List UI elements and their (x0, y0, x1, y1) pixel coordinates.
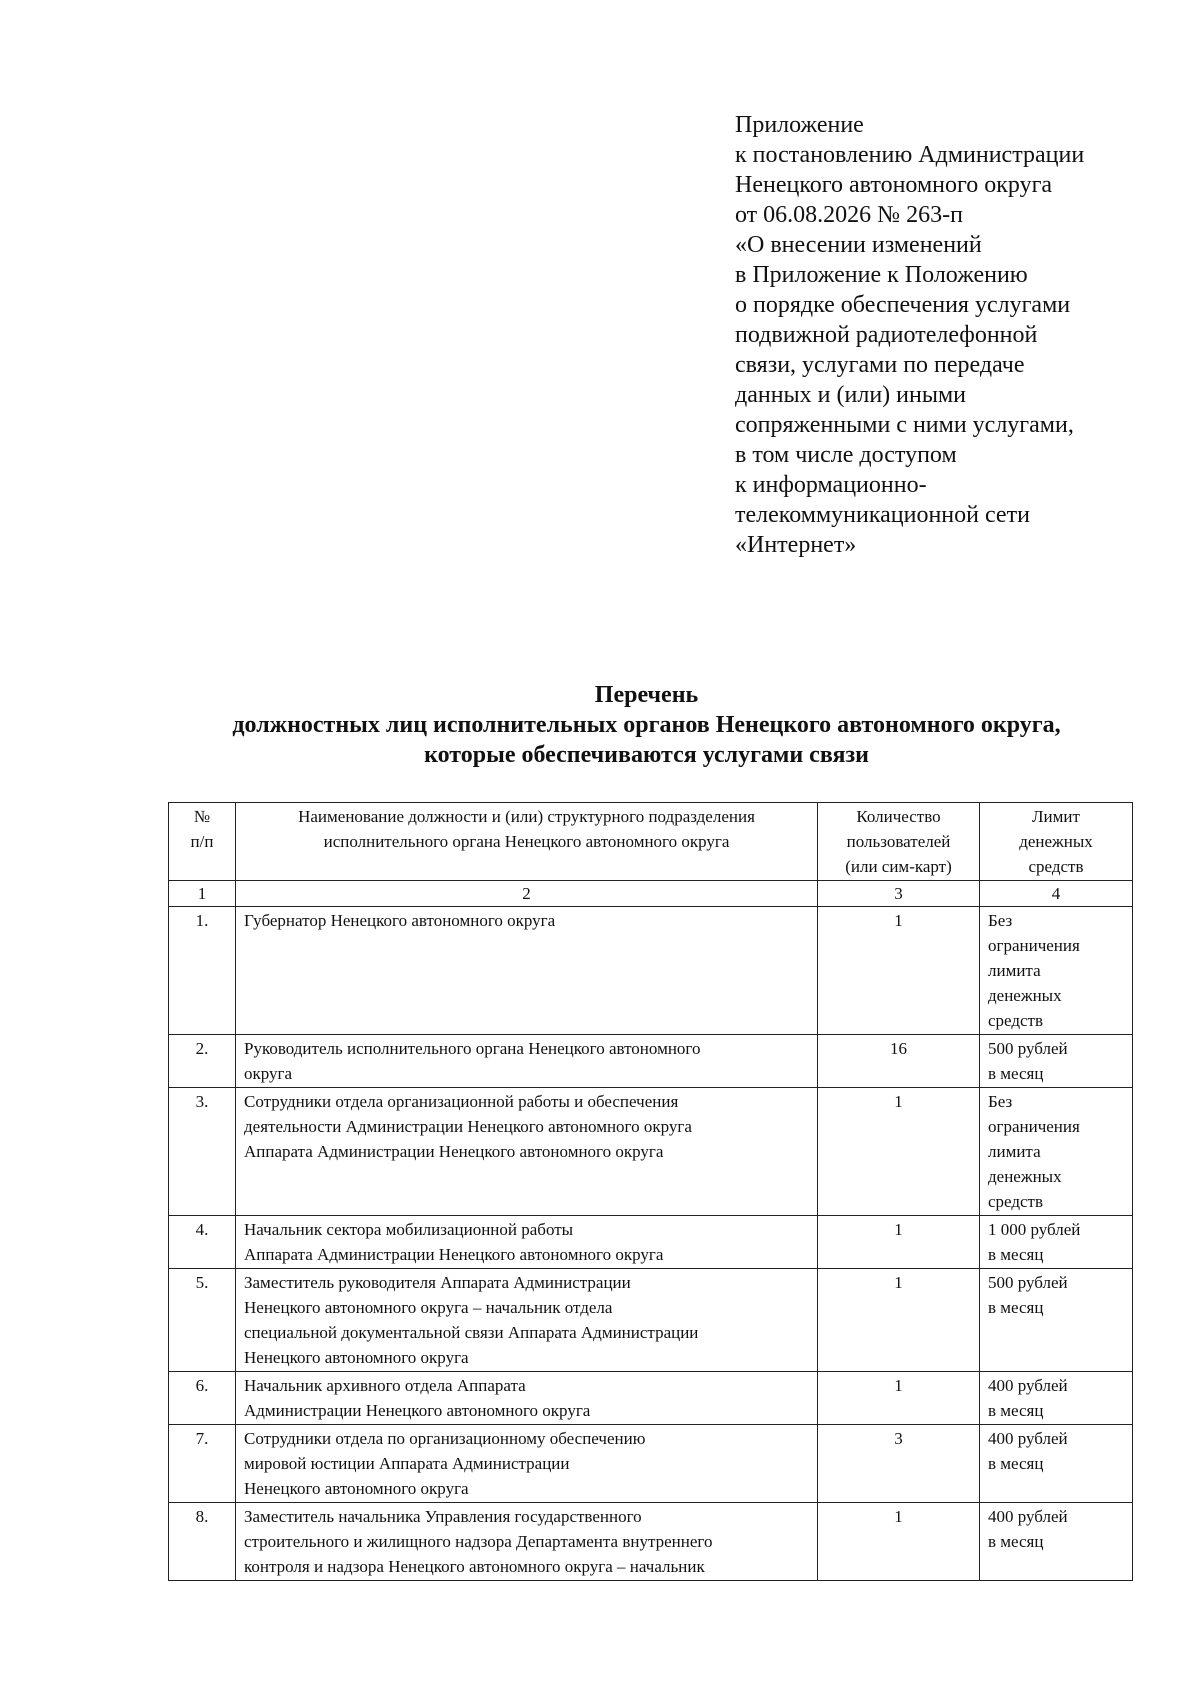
position-name-cell (236, 907, 818, 1035)
position-name-cell (236, 1425, 818, 1503)
money-limit-line: 400 рублей (988, 1376, 1068, 1395)
user-count: 1 (818, 907, 980, 1035)
position-name-line: Аппарата Администрации Ненецкого автономного округа (244, 1245, 664, 1264)
position-name-line: Начальник сектора мобилизационной работы (244, 1220, 574, 1239)
money-limit-line: ограничения (988, 1117, 1080, 1136)
money-limit-line: 500 рублей (988, 1039, 1068, 1058)
appendix-line: к информационно- (735, 472, 927, 498)
position-name-line: Сотрудники отдела организационной работы и обеспечения (244, 1092, 679, 1111)
column-index: 1 (169, 881, 236, 907)
column-index: 3 (818, 881, 980, 907)
header-line: Лимит (1032, 807, 1080, 826)
header-line: денежных (1019, 832, 1093, 851)
money-limit-line: в месяц (988, 1245, 1044, 1264)
money-limit-cell (980, 1088, 1133, 1216)
table-row (169, 1269, 1133, 1372)
position-name-line: Начальник архивного отдела Аппарата (244, 1376, 526, 1395)
appendix-line: подвижной радиотелефонной (735, 322, 1038, 348)
appendix-line: Ненецкого автономного округа (735, 172, 1053, 198)
position-name-line: Аппарата Администрации Ненецкого автономного округа (244, 1142, 664, 1161)
header-position-name (236, 803, 818, 881)
header-line: Количество (856, 807, 941, 826)
appendix-line: к постановлению Администрации (735, 142, 1085, 168)
table-row (169, 1035, 1133, 1088)
position-name-cell (236, 1269, 818, 1372)
money-limit-cell (980, 1216, 1133, 1269)
appendix-line: в том числе доступом (735, 442, 957, 468)
position-name-cell (236, 1216, 818, 1269)
appendix-line: Приложение (735, 112, 864, 138)
user-count: 3 (818, 1425, 980, 1503)
money-limit-line: Без (988, 911, 1013, 930)
positions-table (168, 802, 1133, 1581)
header-line: № (193, 807, 211, 826)
money-limit-line: Без (988, 1092, 1013, 1111)
money-limit-line: в месяц (988, 1401, 1044, 1420)
money-limit-line: ограничения (988, 936, 1080, 955)
header-line: Наименование должности и (или) структурного подразделения (298, 807, 755, 826)
row-number: 4. (169, 1216, 236, 1269)
money-limit-line: средств (988, 1011, 1044, 1030)
table-row (169, 1425, 1133, 1503)
money-limit-line: 400 рублей (988, 1429, 1068, 1448)
money-limit-line: в месяц (988, 1298, 1044, 1317)
money-limit-line: средств (988, 1192, 1044, 1211)
header-money-limit (980, 803, 1133, 881)
table-row (169, 1088, 1133, 1216)
position-name-cell (236, 1503, 818, 1581)
money-limit-line: в месяц (988, 1532, 1044, 1551)
money-limit-cell (980, 1372, 1133, 1425)
appendix-line: связи, услугами по передаче (735, 352, 1025, 378)
position-name-line: округа (244, 1064, 293, 1083)
position-name-line: контроля и надзора Ненецкого автономного округа – начальник (244, 1557, 705, 1576)
table-row (169, 1216, 1133, 1269)
money-limit-line: лимита (988, 1142, 1041, 1161)
position-name-line: Администрации Ненецкого автономного округа (244, 1401, 591, 1420)
header-number (169, 803, 236, 881)
table-row (169, 1503, 1133, 1581)
appendix-line: «О внесении изменений (735, 232, 982, 258)
user-count: 16 (818, 1035, 980, 1088)
table-row (169, 1372, 1133, 1425)
position-name-line: строительного и жилищного надзора Департамента внутреннего (244, 1532, 713, 1551)
user-count: 1 (818, 1503, 980, 1581)
header-line: исполнительного органа Ненецкого автономного округа (323, 832, 730, 851)
table-row (169, 907, 1133, 1035)
row-number: 3. (169, 1088, 236, 1216)
appendix-line: «Интернет» (735, 532, 857, 558)
money-limit-line: лимита (988, 961, 1041, 980)
row-number: 2. (169, 1035, 236, 1088)
money-limit-line: 400 рублей (988, 1507, 1068, 1526)
money-limit-line: в месяц (988, 1454, 1044, 1473)
position-name-line: Заместитель начальника Управления государственного (244, 1507, 642, 1526)
position-name-line: деятельности Администрации Ненецкого автономного округа (244, 1117, 692, 1136)
money-limit-line: денежных (988, 1167, 1062, 1186)
user-count: 1 (818, 1372, 980, 1425)
user-count: 1 (818, 1216, 980, 1269)
row-number: 1. (169, 907, 236, 1035)
header-line: п/п (190, 832, 214, 851)
appendix-line: данных и (или) иными (735, 382, 967, 408)
money-limit-line: 1 000 рублей (988, 1220, 1081, 1239)
money-limit-cell (980, 1425, 1133, 1503)
header-line: (или сим-карт) (845, 857, 952, 876)
appendix-line: о порядке обеспечения услугами (735, 292, 1071, 318)
appendix-block (735, 110, 1155, 560)
header-user-count (818, 803, 980, 881)
header-line: средств (1028, 857, 1084, 876)
position-name-line: Губернатор Ненецкого автономного округа (244, 911, 556, 930)
user-count: 1 (818, 1269, 980, 1372)
appendix-line: от 06.08.2026 № 263-п (735, 202, 963, 228)
money-limit-cell (980, 1503, 1133, 1581)
appendix-line: телекоммуникационной сети (735, 502, 1030, 528)
position-name-line: Руководитель исполнительного органа Ненецкого автономного (244, 1039, 701, 1058)
position-name-line: Сотрудники отдела по организационному обеспечению (244, 1429, 646, 1448)
position-name-line: специальной документальной связи Аппарата Администрации (244, 1323, 699, 1342)
appendix-line: сопряженными с ними услугами, (735, 412, 1074, 438)
column-index-row (169, 881, 1133, 907)
money-limit-line: в месяц (988, 1064, 1044, 1083)
header-line: пользователей (846, 832, 951, 851)
money-limit-cell (980, 907, 1133, 1035)
position-name-cell (236, 1372, 818, 1425)
table-header-row (169, 803, 1133, 881)
money-limit-cell (980, 1035, 1133, 1088)
title-line: которые обеспечиваются услугами связи (424, 742, 869, 768)
money-limit-line: денежных (988, 986, 1062, 1005)
money-limit-line: 500 рублей (988, 1273, 1068, 1292)
row-number: 6. (169, 1372, 236, 1425)
position-name-line: Ненецкого автономного округа (244, 1348, 469, 1367)
row-number: 8. (169, 1503, 236, 1581)
money-limit-cell (980, 1269, 1133, 1372)
user-count: 1 (818, 1088, 980, 1216)
row-number: 5. (169, 1269, 236, 1372)
title-line: Перечень (594, 682, 699, 708)
position-name-line: Заместитель руководителя Аппарата Администрации (244, 1273, 631, 1292)
row-number: 7. (169, 1425, 236, 1503)
column-index: 4 (980, 881, 1133, 907)
position-name-line: Ненецкого автономного округа – начальник отдела (244, 1298, 613, 1317)
position-name-line: Ненецкого автономного округа (244, 1479, 469, 1498)
title-line: должностных лиц исполнительных органов Ненецкого автономного округа, (232, 712, 1061, 738)
position-name-line: мировой юстиции Аппарата Администрации (244, 1454, 570, 1473)
appendix-line: в Приложение к Положению (735, 262, 1028, 288)
column-index: 2 (236, 881, 818, 907)
position-name-cell (236, 1035, 818, 1088)
position-name-cell (236, 1088, 818, 1216)
document-title (0, 680, 1200, 770)
